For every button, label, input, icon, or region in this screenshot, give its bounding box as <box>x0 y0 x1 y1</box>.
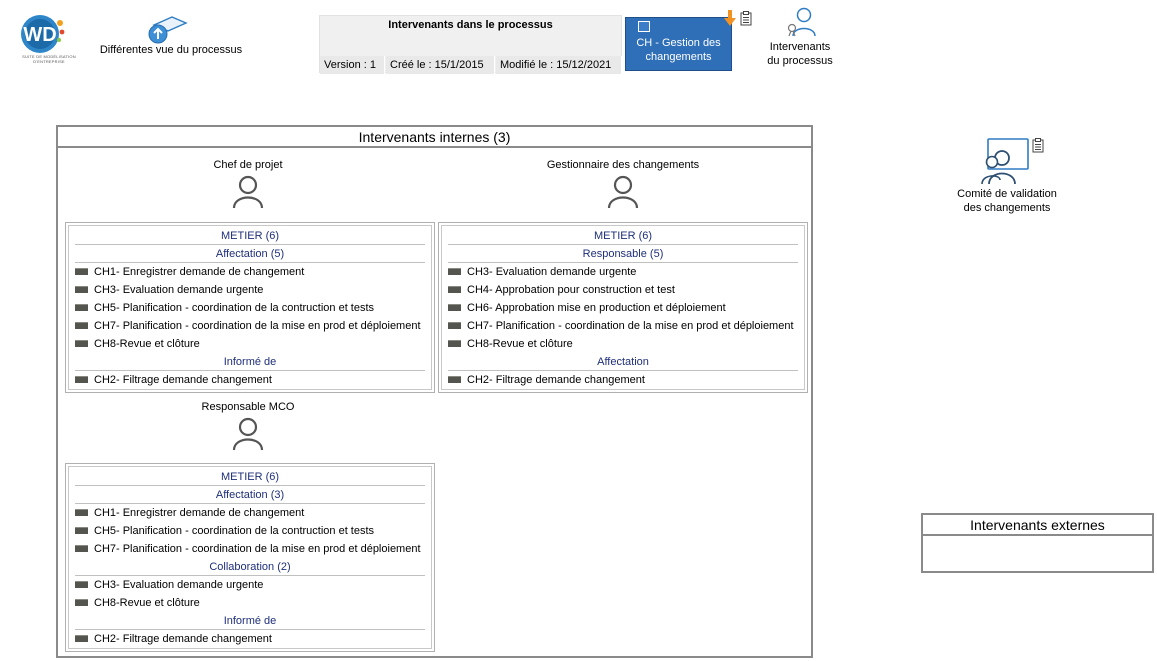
activity-icon <box>75 304 88 311</box>
role-name: Gestionnaire des changements <box>546 159 700 171</box>
section-header: Affectation (3) <box>75 486 425 504</box>
clipboard-icon[interactable] <box>1032 138 1044 153</box>
person-icon <box>606 175 640 209</box>
role-box-chef-de-projet <box>65 222 435 393</box>
activity-icon <box>75 322 88 329</box>
activity-icon <box>448 304 461 311</box>
activity-icon <box>448 340 461 347</box>
list-item[interactable]: CH1- Enregistrer demande de changement <box>75 504 425 522</box>
external-participants-title: Intervenants externes <box>923 515 1152 536</box>
activity-icon <box>75 527 88 534</box>
download-icon[interactable] <box>724 10 736 28</box>
role-gestionnaire-des-changements[interactable] <box>538 159 708 209</box>
list-item[interactable]: CH6- Approbation mise en production et déploiement <box>448 299 798 317</box>
section-header: Affectation (5) <box>75 245 425 263</box>
internal-participants-panel <box>56 125 813 658</box>
list-item[interactable]: CH3- Evaluation demande urgente <box>448 263 798 281</box>
activity-icon <box>448 376 461 383</box>
list-item[interactable]: CH7- Planification - coordination de la mise en prod et déploiement <box>448 317 798 335</box>
section-header: Affectation <box>448 353 798 371</box>
modified-date: Modifié le : 15/12/2021 <box>496 56 622 74</box>
activity-icon <box>448 286 461 293</box>
views-icon <box>144 12 188 44</box>
clipboard-icon[interactable] <box>740 11 752 26</box>
wd-logo-icon <box>18 14 66 54</box>
list-item[interactable]: CH2- Filtrage demande changement <box>75 371 425 389</box>
activity-icon <box>75 340 88 347</box>
list-item[interactable]: CH5- Planification - coordination de la contruction et tests <box>75 522 425 540</box>
process-actors-button[interactable] <box>760 6 840 66</box>
section-header: Informé de <box>75 353 425 371</box>
role-chef-de-projet[interactable] <box>188 159 308 209</box>
app-logo <box>18 14 78 68</box>
list-item[interactable]: CH3- Evaluation demande urgente <box>75 281 425 299</box>
flag-icon <box>638 21 650 32</box>
activity-icon <box>75 581 88 588</box>
activity-icon <box>75 545 88 552</box>
person-icon <box>231 175 265 209</box>
section-header: Collaboration (2) <box>75 558 425 576</box>
section-header: Responsable (5) <box>448 245 798 263</box>
version-label: Version : 1 <box>320 56 385 74</box>
process-button-label: CH - Gestion des changements <box>636 37 721 63</box>
metier-header: METIER (6) <box>75 467 425 486</box>
role-name: Responsable MCO <box>201 401 295 413</box>
activity-icon <box>75 509 88 516</box>
process-info-panel <box>319 15 622 73</box>
committee-icon <box>980 136 1032 186</box>
activity-icon <box>75 376 88 383</box>
process-button[interactable] <box>625 17 732 71</box>
logo-text: WD <box>23 24 57 46</box>
list-item[interactable]: CH8-Revue et clôture <box>448 335 798 353</box>
actors-icon <box>780 6 820 42</box>
metier-header: METIER (6) <box>75 226 425 245</box>
created-date: Créé le : 15/1/2015 <box>386 56 495 74</box>
role-box-gestionnaire <box>438 222 808 393</box>
role-name: Chef de projet <box>213 159 283 171</box>
role-responsable-mco[interactable] <box>188 401 308 451</box>
committee-item[interactable] <box>952 136 1062 216</box>
internal-participants-title: Intervenants internes (3) <box>58 127 811 148</box>
list-item[interactable]: CH5- Planification - coordination de la contruction et tests <box>75 299 425 317</box>
activity-icon <box>75 286 88 293</box>
activity-icon <box>448 268 461 275</box>
actors-label: Intervenants du processus <box>767 41 833 67</box>
process-title: Intervenants dans le processus <box>388 19 553 31</box>
list-item[interactable]: CH8-Revue et clôture <box>75 335 425 353</box>
activity-icon <box>75 268 88 275</box>
views-label: Différentes vue du processus <box>99 44 243 56</box>
activity-icon <box>448 322 461 329</box>
committee-label: Comité de validation des changements <box>957 188 1057 214</box>
role-box-responsable-mco <box>65 463 435 652</box>
list-item[interactable]: CH2- Filtrage demande changement <box>448 371 798 389</box>
list-item[interactable]: CH3- Evaluation demande urgente <box>75 576 425 594</box>
list-item[interactable]: CH1- Enregistrer demande de changement <box>75 263 425 281</box>
logo-tagline: SUITE DE MODÉLISATION D'ENTREPRISE <box>22 54 76 64</box>
external-participants-panel <box>921 513 1154 573</box>
list-item[interactable]: CH8-Revue et clôture <box>75 594 425 612</box>
person-icon <box>231 417 265 451</box>
activity-icon <box>75 599 88 606</box>
section-header: Informé de <box>75 612 425 630</box>
list-item[interactable]: CH2- Filtrage demande changement <box>75 630 425 648</box>
process-views-button[interactable] <box>96 12 246 58</box>
activity-icon <box>75 635 88 642</box>
list-item[interactable]: CH7- Planification - coordination de la mise en prod et déploiement <box>75 317 425 335</box>
metier-header: METIER (6) <box>448 226 798 245</box>
list-item[interactable]: CH7- Planification - coordination de la mise en prod et déploiement <box>75 540 425 558</box>
list-item[interactable]: CH4- Approbation pour construction et test <box>448 281 798 299</box>
